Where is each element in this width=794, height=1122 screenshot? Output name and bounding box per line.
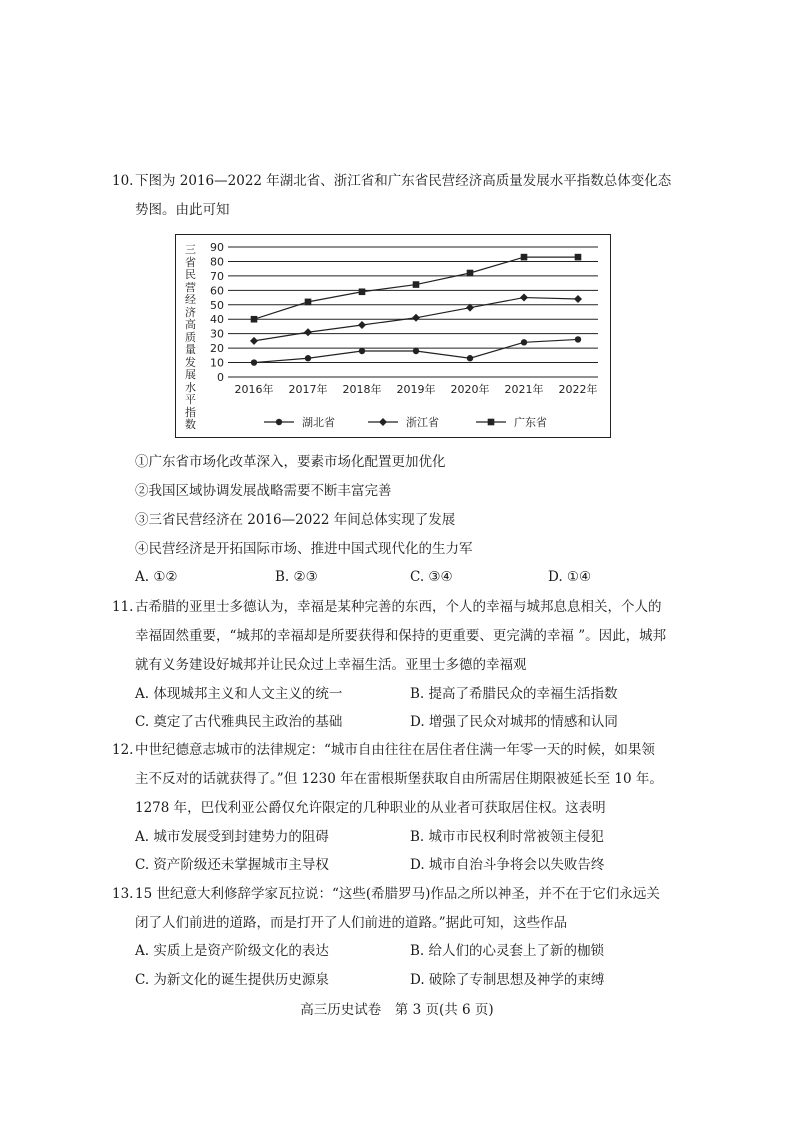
q10-statement-4: ④民营经济是开拓国际市场、推进中国式现代化的生力军 [135,541,473,557]
q10-stem-line1: 下图为 2016—2022 年湖北省、浙江省和广东省民营经济高质量发展水平指数总体变化态 [135,173,672,189]
q11-choice-c[interactable]: C. 奠定了古代雅典民主政治的基础 [135,714,343,730]
chart-point-diamond [574,295,582,303]
chart-point-circle [359,348,365,354]
chart-point-square [251,316,258,323]
chart-ylabel-char: 水 [185,380,196,394]
chart-xtick-label: 2020年 [450,383,490,396]
chart-xtick-label: 2016年 [234,383,274,396]
chart-point-circle [305,355,311,361]
chart-point-square [488,419,495,426]
q12-stem-line2: 主不反对的话就获得了。”但 1230 年在雷根斯堡获取自由所需居住期限被延长至 10 年。 [135,771,663,787]
chart-ytick-label: 20 [210,342,224,356]
q12-choice-d[interactable]: D. 城市自治斗争将会以失败告终 [410,857,605,873]
chart-ytick-label: 30 [210,327,224,341]
q13-number: 13. [112,886,134,902]
q11-number: 11. [112,599,134,615]
chart-point-circle [413,348,419,354]
chart-legend-label: 湖北省 [302,416,335,429]
chart-point-diamond [520,294,528,302]
chart-point-circle [467,355,473,361]
chart-point-diamond [379,418,387,426]
chart-point-diamond [412,314,420,322]
q10-choice-b[interactable]: B. ②③ [275,569,318,585]
q13-choice-b[interactable]: B. 给人们的心灵套上了新的枷锁 [410,943,605,959]
chart-svg [176,235,610,437]
chart-ytick-label: 50 [210,298,224,312]
chart-point-diamond [250,337,258,345]
chart-point-diamond [304,328,312,336]
q10-statement-2: ②我国区域协调发展战略需要不断丰富完善 [135,483,392,499]
q12-choice-c[interactable]: C. 资产阶级还未掌握城市主导权 [135,857,329,873]
chart-ylabel-char: 营 [185,280,196,294]
chart-legend-label: 广东省 [514,416,547,429]
q10-chart [175,234,611,438]
chart-ylabel-char: 高 [185,318,196,331]
q10-number: 10. [112,173,134,189]
chart-ytick-label: 10 [210,356,224,370]
q10-choice-c[interactable]: C. ③④ [410,569,453,585]
chart-point-square [413,281,420,288]
q12-stem-line3: 1278 年，巴伐利亚公爵仅允许限定的几种职业的从业者可获取居住权。这表明 [135,800,606,816]
chart-point-circle [575,336,581,342]
chart-ylabel-char: 数 [185,418,196,431]
chart-ylabel-char: 展 [185,368,196,381]
q12-choice-b[interactable]: B. 城市市民权利时常被领主侵犯 [410,829,605,845]
q10-statement-1: ①广东省市场化改革深入，要素市场化配置更加优化 [135,454,446,470]
chart-point-square [467,270,474,277]
page-footer: 高三历史试卷 第 3 页(共 6 页) [300,1002,494,1018]
chart-ylabel-char: 经 [185,293,196,306]
chart-ytick-label: 80 [210,255,224,269]
chart-point-circle [521,339,527,345]
q13-choice-d[interactable]: D. 破除了专制思想及神学的束缚 [410,972,605,988]
chart-xtick-label: 2017年 [288,383,328,396]
q10-statement-3: ③三省民营经济在 2016—2022 年间总体实现了发展 [135,512,456,528]
chart-point-circle [276,419,282,425]
q11-stem-line3: 就有义务建设好城邦并让民众过上幸福生活。亚里士多德的幸福观 [135,657,527,673]
q13-stem-line1: 15 世纪意大利修辞学家瓦拉说：“这些(希腊罗马)作品之所以神圣，并不在于它们永远关 [135,886,660,902]
chart-point-square [359,288,366,295]
chart-ylabel-char: 指 [185,405,196,419]
chart-ytick-label: 60 [210,284,224,298]
chart-point-diamond [358,321,366,329]
chart-xtick-label: 2019年 [396,383,436,396]
chart-ylabel-char: 三 [185,243,196,256]
chart-xtick-label: 2022年 [558,383,598,396]
q10-stem-line2: 势图。由此可知 [135,202,230,218]
chart-ylabel-char: 发 [185,355,196,369]
chart-legend-label: 浙江省 [406,416,439,429]
q13-choice-c[interactable]: C. 为新文化的诞生提供历史源泉 [135,972,329,988]
q11-choice-b[interactable]: B. 提高了希腊民众的幸福生活指数 [410,686,618,702]
chart-ytick-label: 90 [210,241,224,254]
chart-series-line [254,257,578,319]
q12-number: 12. [112,742,134,758]
chart-ylabel-char: 民 [185,268,196,281]
chart-ylabel-char: 质 [185,330,196,344]
q12-choice-a[interactable]: A. 城市发展受到封建势力的阻碍 [135,829,329,845]
chart-point-square [521,254,528,261]
chart-ytick-label: 70 [210,269,224,283]
chart-ylabel-char: 省 [185,255,196,269]
chart-ylabel-char: 济 [185,305,196,319]
q11-stem-line2: 幸福固然重要，“城邦的幸福却是所要获得和保持的更重要、更完满的幸福 ”。因此，城邦 [135,628,667,644]
chart-ytick-label: 40 [210,313,224,327]
chart-ylabel-char: 量 [185,343,196,356]
q13-choice-a[interactable]: A. 实质上是资产阶级文化的表达 [135,943,329,959]
q11-choice-a[interactable]: A. 体现城邦主义和人文主义的统一 [135,686,343,702]
chart-xtick-label: 2018年 [342,383,382,396]
q11-stem-line1: 古希腊的亚里士多德认为，幸福是某种完善的东西，个人的幸福与城邦息息相关，个人的 [135,599,662,615]
chart-point-square [575,254,582,261]
q12-stem-line1: 中世纪德意志城市的法律规定：“城市自由往往在居住者住满一年零一天的时候，如果领 [135,742,655,758]
q10-choice-a[interactable]: A. ①② [135,569,178,585]
chart-ytick-label: 0 [217,371,224,384]
chart-xtick-label: 2021年 [504,383,544,396]
q13-stem-line2: 闭了人们前进的道路，而是打开了人们前进的道路。”据此可知，这些作品 [135,915,568,931]
chart-point-square [305,299,312,306]
q10-choice-d[interactable]: D. ①④ [548,569,592,585]
chart-point-circle [251,359,257,365]
q11-choice-d[interactable]: D. 增强了民众对城邦的情感和认同 [410,714,618,730]
chart-ylabel-char: 平 [185,393,196,406]
